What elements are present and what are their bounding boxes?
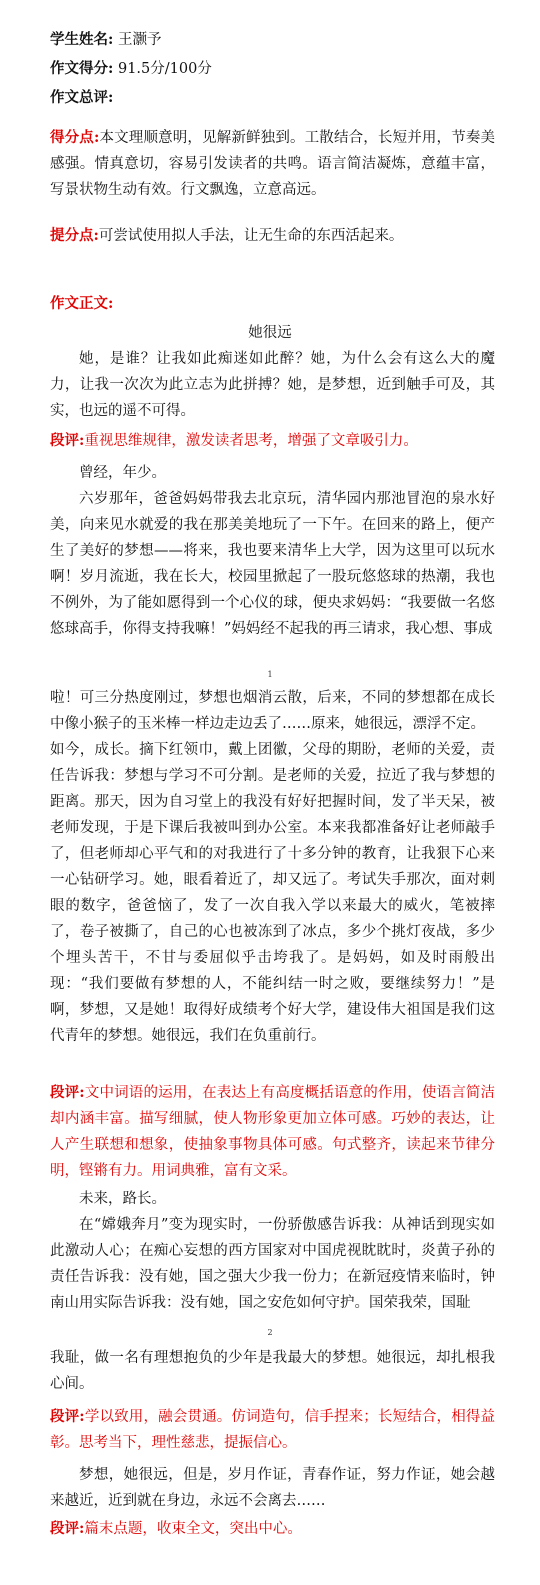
student-name-line	[50, 27, 161, 53]
comment-4	[50, 1516, 495, 1542]
score-value: 91.5分/100分	[117, 61, 212, 77]
improve-text: 可尝试使用拟人手法，让无生命的东西活起来。	[98, 228, 404, 244]
comment-2-label: 段评:	[50, 1084, 85, 1101]
comment-3-text: 学以致用，融会贯通。仿词造句，信手捏来；长短结合，相得益彰。思考当下，理性慈悲，提振信心。	[50, 1409, 496, 1451]
page-number-1: 1	[267, 670, 273, 679]
essay-paragraph-3b: 啦！可三分热度刚过，梦想也烟消云散，后来，不同的梦想都在成长中像小猴子的玉米棒一样边走边丢了……原来，她很远，漂浮不定。	[50, 690, 495, 732]
essay-title: 她很远	[248, 325, 292, 341]
essay-paragraph-7: 梦想，她很远，但是，岁月作证，青春作证，努力作证，她会越来越近，近到就在身边，永远不会离去……	[50, 1467, 495, 1509]
improve-label: 提分点:	[50, 227, 99, 244]
student-name-label: 学生姓名:	[50, 31, 114, 48]
comment-1-label: 段评:	[50, 432, 85, 449]
comment-3	[50, 1404, 495, 1456]
comment-4-text: 篇末点题，收束全文，突出中心。	[84, 1521, 302, 1537]
essay-section-label: 作文正文:	[50, 295, 114, 312]
comment-3-label: 段评:	[50, 1408, 85, 1425]
essay-paragraph-5: 未来，路长。	[79, 1191, 166, 1207]
essay-paragraph-3a: 六岁那年，爸爸妈妈带我去北京玩，清华园内那池冒泡的泉水好美，向来见水就爱的我在那美美地玩了一下午。在回来的路上，便产生了美好的梦想——将来，我也要来清华上大学，因为这里可以玩水啊！岁月流逝，我在长大，校园里掀起了一股玩悠悠球的热潮，我也不例外，为了能如愿得到一个心仪的球，便央求妈妈：“我要做一名悠悠球高手，你得支持我嘛！”妈妈经不起我的再三请求，我心想、事成	[50, 491, 495, 637]
student-name-value: 王灏予	[117, 32, 162, 48]
improve-paragraph	[50, 223, 495, 249]
essay-paragraph-4: 如今，成长。摘下红领巾，戴上团徽，父母的期盼，老师的关爱，责任告诉我：梦想与学习不可分割。是老师的关爱，拉近了我与梦想的距离。那天，因为自习堂上的我没有好好把握时间，发了半天呆，被老师发现，于是下课后我被叫到办公室。本来我都准备好让老师敲手了，但老师却心平气和的对我进行了十多分钟的教育，让我狠下心来一心钻研学习。她，眼看着近了，却又远了。考试失手那次，面对刺眼的数字，爸爸恼了，发了一次自我入学以来最大的威火，笔被摔了，卷子被撕了，自己的心也被冻到了冰点，多少个挑灯夜战，多少个埋头苦干，不甘与委屈似乎击垮我了。是妈妈，如及时雨般出现：“我们要做有梦想的人，不能纠结一时之败，要继续努力！”是啊，梦想，又是她！取得好成绩考个好大学，建设伟大祖国是我们这代青年的梦想。她很远，我们在负重前行。	[50, 742, 495, 1044]
comment-4-label: 段评:	[50, 1520, 85, 1537]
essay-paragraph-6b: 我耻，做一名有理想抱负的少年是我最大的梦想。她很远，却扎根我心间。	[50, 1350, 495, 1392]
merit-paragraph	[50, 125, 495, 203]
essay-paragraph-1: 她，是谁？让我如此痴迷如此醉？她，为什么会有这么大的魔力，让我一次次为此立志为此拼搏？她，是梦想，近到触手可及，其实，也远的遥不可得。	[50, 351, 495, 419]
essay-paragraph-6a: 在“嫦娥奔月”变为现实时，一份骄傲感告诉我：从神话到现实如此激动人心；在痴心妄想的西方国家对中国虎视眈眈时，炎黄子孙的责任告诉我：没有她，国之强大少我一份力；在新冠疫情来临时，钟南山用实际告诉我：没有她，国之安危如何守护。国荣我荣，国耻	[50, 1217, 495, 1311]
comment-1-text: 重视思维规律，激发读者思考，增强了文章吸引力。	[84, 433, 418, 449]
essay-paragraph-2: 曾经，年少。	[79, 465, 166, 481]
merit-text: 本文理顺意明，见解新鲜独到。工散结合，长短并用，节奏美感强。情真意切，容易引发读者的共鸣。语言简洁凝炼，意蕴丰富，写景状物生动有效。行文飘逸，立意高远。	[50, 130, 496, 198]
page-number-2: 2	[267, 1328, 273, 1337]
review-heading	[50, 85, 113, 111]
comment-1	[50, 428, 495, 454]
review-label: 作文总评:	[50, 89, 114, 106]
merit-label: 得分点:	[50, 129, 100, 146]
score-line	[50, 56, 212, 82]
comment-2-text: 文中词语的运用，在表达上有高度概括语意的作用，使语言简洁却内涵丰富。描写细腻，使人物形象更加立体可感。巧妙的表达，让人产生联想和想象，使抽象事物具体可感。句式整齐，读起来节律分明，铿锵有力。用词典雅，富有文采。	[50, 1085, 496, 1179]
comment-2	[50, 1080, 495, 1184]
score-label: 作文得分:	[50, 60, 114, 77]
